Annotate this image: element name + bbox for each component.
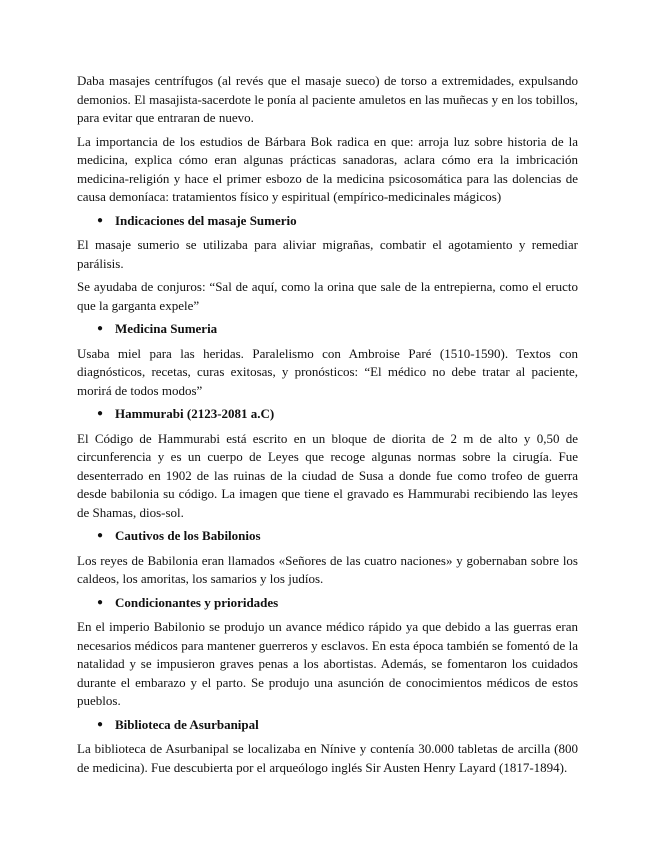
heading-text: Cautivos de los Babilonios [115, 528, 261, 543]
heading-hammurabi [77, 405, 578, 424]
paragraph-codigo-hammurabi: El Código de Hammurabi está escrito en un bloque de diorita de 2 m de alto y 0,50 de circunferencia y es un cuerpo de Leyes que recoge algunas normas sobre la cirugía. Fue desenterrado en 1902 de las ruinas de la ciudad de Susa a donde fue como trofeo de guerra desde babilonia su código. La imagen que tiene el gravado es Hammurabi recibiendo las leyes de Shamas, dios-sol. [77, 430, 578, 520]
bullet-icon: ● [97, 530, 104, 541]
bullet-icon: ● [97, 718, 104, 730]
paragraph-biblioteca: La biblioteca de Asurbanipal se localizaba en Nínive y contenía 30.000 tabletas de arcilla (800 de medicina). Fue descubierta por el arqueólogo inglés Sir Austen Henry Layard (1817-1894). [77, 741, 578, 775]
heading-text: Biblioteca de Asurbanipal [115, 716, 259, 732]
heading-indicaciones-masaje [77, 212, 578, 231]
bullet-icon: ● [97, 323, 104, 334]
heading-cautivos-babilonios [77, 527, 578, 546]
heading-text: Indicaciones del masaje Sumerio [115, 212, 297, 228]
bullet-icon: ● [97, 408, 104, 419]
heading-medicina-sumeria [77, 320, 578, 339]
paragraph-reyes-babilonia: Los reyes de Babilonia eran llamados «Señores de las cuatro naciones» y gobernaban sobre los caldeos, los amoritas, los samarios y los judíos. [77, 552, 578, 586]
paragraph-imperio-babilonio: En el imperio Babilonio se produjo un avance médico rápido ya que debido a las guerras eran necesarios médicos para mantener guerreros y esclavos. En esta época también se fomentó de la natalidad y se impusieron graves penas a los abortistas. Además, se fomentaron los cuidados durante el embarazo y el parto. Se produjo una asunción de conocimientos médicos de estos pueblos. [77, 619, 578, 708]
heading-text: Medicina Sumeria [115, 321, 218, 336]
paragraph-masaje-sumerio: El masaje sumerio se utilizaba para aliviar migrañas, combatir el agotamiento y remediar parálisis. [77, 237, 578, 271]
heading-text: Hammurabi (2123-2081 a.C) [115, 406, 275, 421]
paragraph-miel-heridas: Usaba miel para las heridas. Paralelismo con Ambroise Paré (1510-1590). Textos con diagnósticos, recetas, curas exitosas, y pronósticos: “El médico no debe tratar al paciente, morirá de todos modos” [77, 345, 578, 398]
paragraph-barbara-bok: La importancia de los estudios de Bárbara Bok radica en que: arroja luz sobre historia de la medicina, explica cómo eran algunas prácticas sanadoras, aclara cómo era la imbricación medicina-religión y hace el primer esbozo de la medicina psicosomática para las dolencias de causa demoníaca: tratamientos físico y espiritual (empírico-medicinales mágicos) [77, 133, 578, 204]
paragraph-conjuros: Se ayudaba de conjuros: “Sal de aquí, como la orina que sale de la entrepierna, como el eructo que la garganta expele” [77, 279, 578, 313]
heading-condicionantes [77, 594, 578, 613]
bullet-icon: ● [97, 214, 104, 226]
document-page [77, 72, 578, 782]
heading-biblioteca-asurbanipal [77, 716, 578, 735]
heading-text: Condicionantes y prioridades [115, 594, 279, 610]
paragraph-masajes: Daba masajes centrífugos (al revés que el masaje sueco) de torso a extremidades, expulsando demonios. El masajista-sacerdote le ponía al paciente amuletos en las muñecas y en los tobillos, para evitar que entraran de nuevo. [77, 73, 578, 125]
bullet-icon: ● [97, 596, 104, 608]
